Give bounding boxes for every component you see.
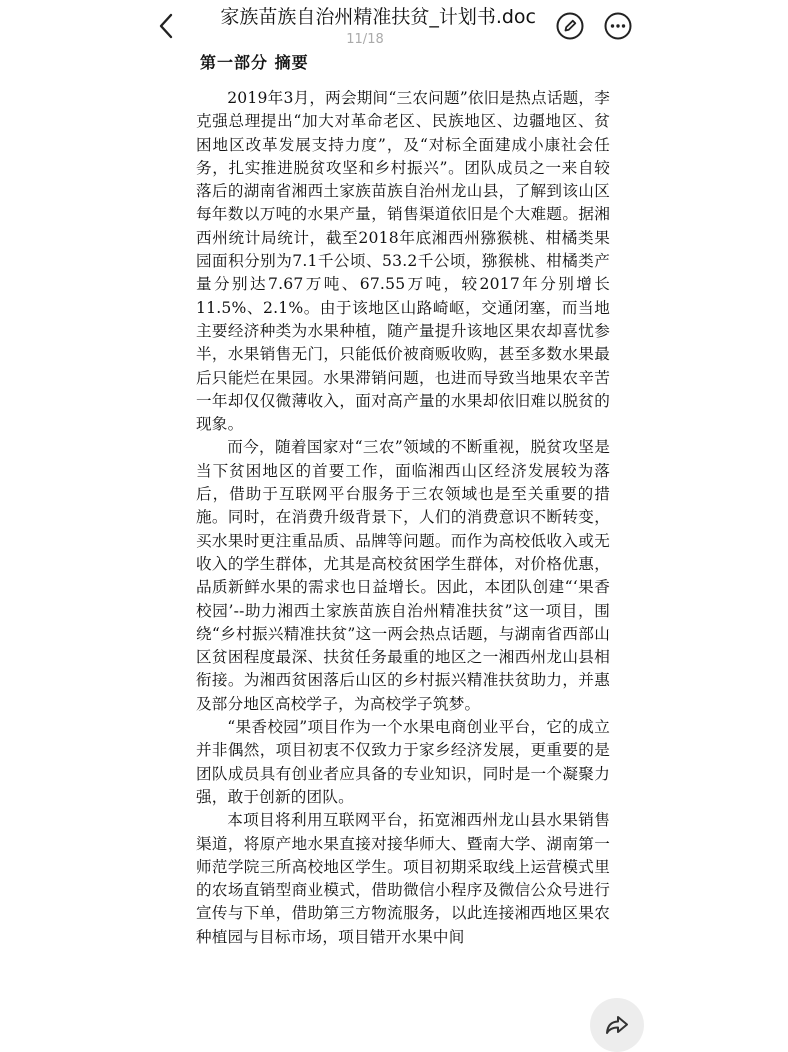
share-arrow-icon	[602, 1010, 632, 1040]
more-button[interactable]	[598, 6, 638, 46]
title-area	[190, 2, 540, 50]
paragraph: “果香校园”项目作为一个水果电商创业平台，它的成立并非偶然，项目初衷不仅致力于家乡经济发展，更重要的是团队成员具有创业者应具备的专业知识，同时是一个凝聚力强，敢于创新的团队。	[196, 718, 610, 806]
page-indicator: 11/18	[346, 32, 384, 47]
paragraph: 2019年3月，两会期间“三农问题”依旧是热点话题，李克强总理提出“加大对革命老区、民族地区、边疆地区、贫困地区改革发展支持力度”，及“对标全面建成小康社会任务，扎实推进脱贫攻坚和乡村振兴”。团队成员之一来自较落后的湖南省湘西土家族苗族自治州龙山县，了解到该山区每年数以万吨的水果产量，销售渠道依旧是个大难题。据湘西州统计局统计，截至2018年底湘西州猕猴桃、柑橘类果园面积分别为7.1千公顷、53.2千公顷，猕猴桃、柑橘类产量分别达7.67万吨、67.55万吨，较2017年分别增长11.5%、2.1%。由于该地区山路崎岖，交通闭塞，而当地主要经济种类为水果种植，随产量提升该地区果农却喜忧参半，水果销售无门，只能低价被商贩收购，甚至多数水果最后只能烂在果园。水果滞销问题，也进而导致当地果农辛苦一年却仅仅微薄收入，面对高产量的水果却依旧难以脱贫的现象。	[196, 89, 611, 434]
top-bar	[0, 0, 788, 52]
chevron-left-icon	[156, 12, 176, 40]
edit-button[interactable]	[550, 6, 590, 46]
paragraph: 本项目将利用互联网平台，拓宽湘西州龙山县水果销售渠道，将原产地水果直接对接华师大、暨南大学、湖南第一师范学院三所高校地区学生。项目初期采取线上运营模式里的农场直销型商业模式，借助微信小程序及微信公众号进行宣传与下单，借助第三方物流服务，以此连接湘西地区果农种植园与目标市场，项目错开水果中间	[196, 811, 610, 946]
edit-pencil-icon	[555, 11, 585, 41]
document-title: 家族苗族自治州精准扶贫_计划书.doc	[220, 6, 536, 28]
share-button[interactable]	[590, 998, 644, 1052]
section-heading: 第一部分 摘要	[200, 53, 309, 72]
more-horizontal-icon	[603, 11, 633, 41]
document-page	[196, 48, 610, 949]
paragraph: 而今，随着国家对“三农”领域的不断重视，脱贫攻坚是当下贫困地区的首要工作，面临湘西山区经济发展较为落后，借助于互联网平台服务于三农领域也是至关重要的措施。同时，在消费升级背景下，人们的消费意识不断转变，买水果时更注重品质、品牌等问题。而作为高校低收入或无收入的学生群体，尤其是高校贫困学生群体，对价格优惠，品质新鲜水果的需求也日益增长。因此，本团队创建“‘果香校园’--助力湘西土家族苗族自治州精准扶贫”这一项目，围绕“乡村振兴精准扶贫”这一两会热点话题，与湖南省西部山区贫困程度最深、扶贫任务最重的地区之一湘西州龙山县相衔接。为湘西贫困落后山区的乡村振兴精准扶贫助力，并惠及部分地区高校学子，为高校学子筑梦。	[196, 438, 610, 713]
back-button[interactable]	[148, 8, 184, 44]
